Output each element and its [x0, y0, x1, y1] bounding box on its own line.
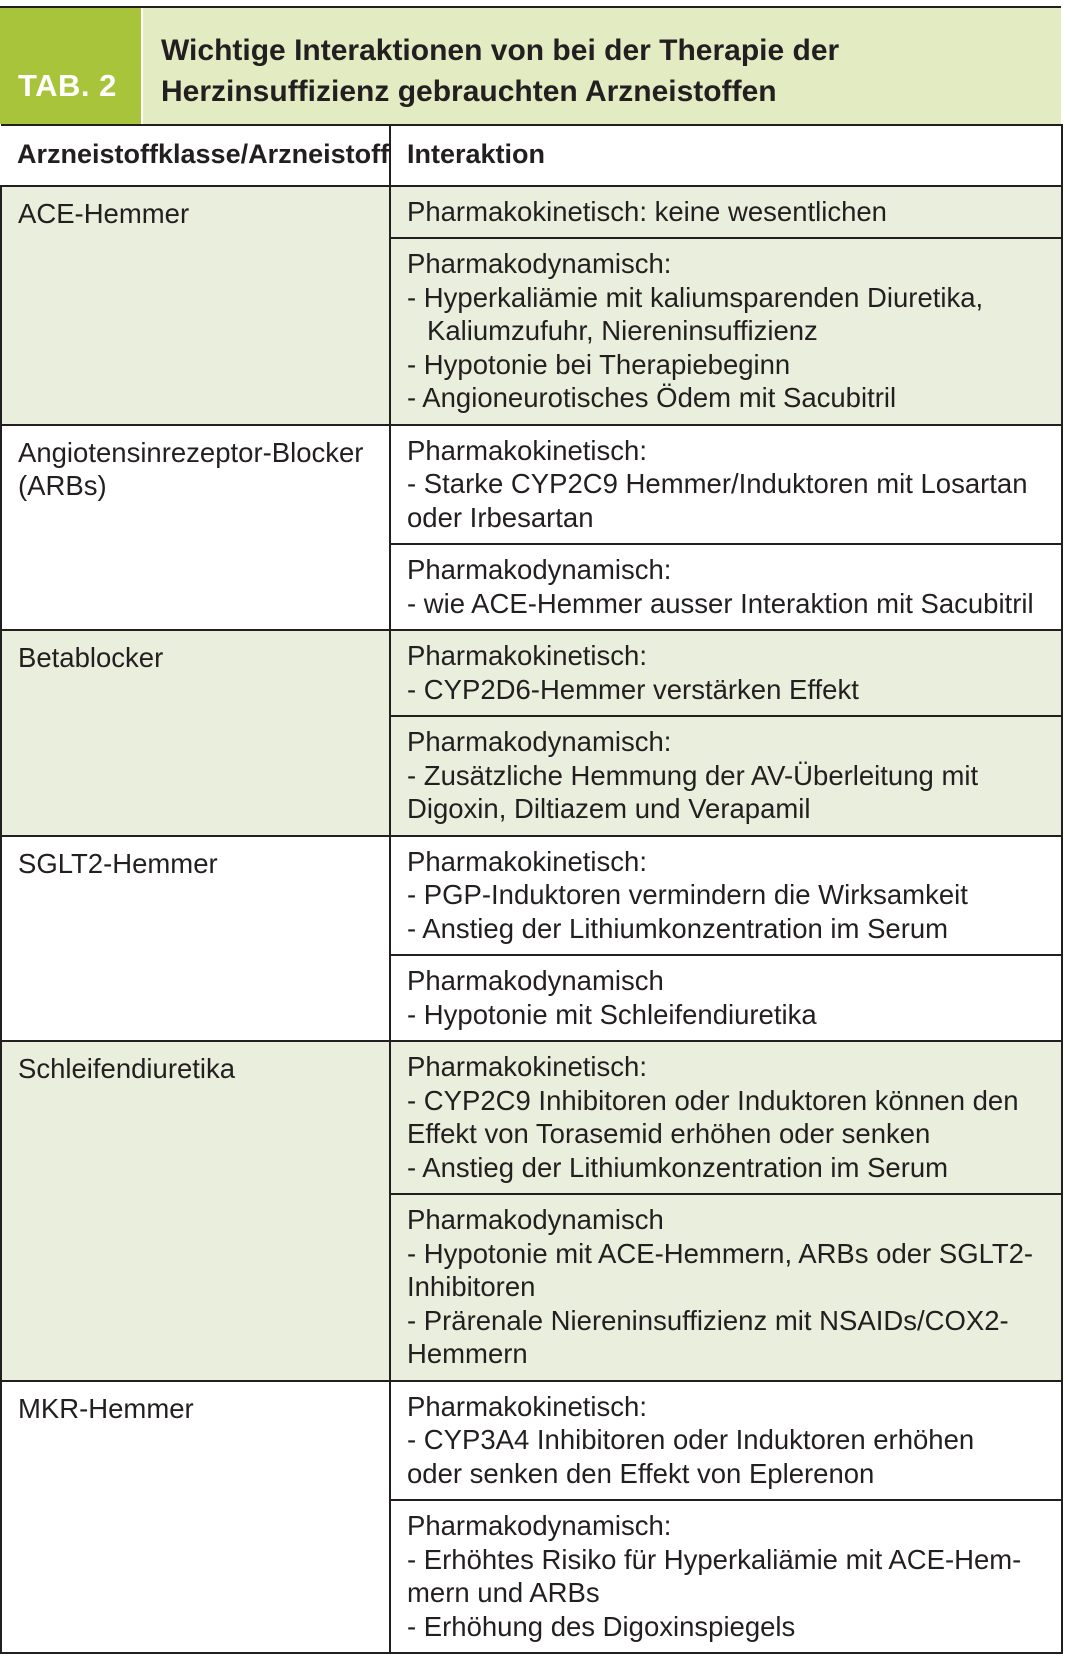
table-body	[1, 186, 1062, 1654]
table-row	[1, 836, 1062, 956]
interactions-table	[0, 124, 1063, 1654]
interaction-line: mern und ARBs	[407, 1577, 600, 1608]
interaction-line: - Hypotonie bei Therapiebeginn	[407, 348, 791, 380]
interaction-line: Pharmakodynamisch:	[407, 1510, 672, 1541]
drug-name-line: Betablocker	[18, 642, 164, 673]
column-header-interaction: Interaktion	[390, 125, 1062, 186]
interaction-line: - PGP-Induktoren vermindern die Wirksamkeit	[407, 879, 968, 910]
interaction-line: - CYP2D6-Hemmer verstärken Effekt	[407, 673, 859, 705]
drug-name-line: Angiotensinrezeptor-Blocker	[18, 436, 364, 468]
interaction-cell	[390, 1041, 1062, 1194]
column-header-drug: Arzneistoffklasse/Arzneistoff	[1, 125, 390, 186]
interaction-line: - Prärenale Niereninsuffizienz mit NSAIDs/COX2-	[407, 1304, 1009, 1336]
drug-name-line: MKR-Hemmer	[18, 1392, 194, 1424]
interaction-cell	[390, 1381, 1062, 1501]
interaction-line: Pharmakokinetisch:	[407, 640, 647, 671]
interaction-cell	[390, 630, 1062, 716]
interaction-line: - Erhöhung des Digoxinspiegels	[407, 1610, 796, 1642]
interaction-line: Pharmakodynamisch:	[407, 726, 672, 757]
table-row	[1, 1041, 1062, 1194]
drug-name-line: ACE-Hemmer	[18, 197, 190, 229]
interaction-line: Pharmakodynamisch	[407, 965, 664, 996]
table-row	[1, 425, 1062, 545]
drug-class-cell	[1, 186, 390, 425]
interaction-cell	[390, 544, 1062, 630]
drug-class-cell	[1, 836, 390, 1042]
interaction-line: - Hyperkaliämie mit kaliumsparenden Diuretika,	[407, 281, 984, 313]
drug-class-cell	[1, 1381, 390, 1654]
interaction-cell	[390, 836, 1062, 956]
interaction-line: - Angioneurotisches Ödem mit Sacubitril	[407, 382, 897, 413]
interaction-line: Kaliumzufuhr, Niereninsuffizienz	[427, 315, 818, 346]
interaction-line: - Starke CYP2C9 Hemmer/Induktoren mit Losartan	[407, 468, 1028, 499]
interaction-line: - Anstieg der Lithiumkonzentration im Serum	[407, 912, 949, 944]
interaction-cell	[390, 186, 1062, 239]
interaction-cell	[390, 716, 1062, 836]
table-row	[1, 630, 1062, 716]
interaction-line: Pharmakodynamisch	[407, 1204, 664, 1235]
interaction-line: Inhibitoren	[407, 1271, 536, 1302]
interaction-line: - CYP3A4 Inhibitoren oder Induktoren erhöhen	[407, 1424, 975, 1455]
interaction-line: Digoxin, Diltiazem und Verapamil	[407, 793, 811, 824]
interaction-line: Pharmakodynamisch:	[407, 554, 672, 585]
drug-class-cell	[1, 630, 390, 836]
interaction-line: oder Irbesartan	[407, 501, 594, 533]
table-title-line: Wichtige Interaktionen von bei der Therapie der	[161, 34, 840, 67]
drug-class-cell	[1, 425, 390, 631]
interaction-line: Pharmakokinetisch:	[407, 1051, 647, 1082]
interaction-cell	[390, 1500, 1062, 1653]
interaction-line: oder senken den Effekt von Eplerenon	[407, 1457, 875, 1489]
table-title	[141, 8, 1061, 124]
tab-number-label: TAB. 2	[0, 8, 141, 124]
interaction-cell	[390, 955, 1062, 1041]
table-row	[1, 1381, 1062, 1501]
interaction-line: - Erhöhtes Risiko für Hyperkaliämie mit ACE-Hem-	[407, 1543, 1022, 1575]
interaction-line: - CYP2C9 Inhibitoren oder Induktoren können den	[407, 1084, 1019, 1116]
drug-name-line: SGLT2-Hemmer	[18, 847, 218, 879]
drug-class-cell	[1, 1041, 390, 1381]
interaction-cell	[390, 238, 1062, 425]
interaction-line: - Zusätzliche Hemmung der AV-Überleitung mit	[407, 759, 979, 791]
interaction-line: Pharmakokinetisch:	[407, 1390, 647, 1422]
table-header-banner	[0, 6, 1061, 124]
drug-name-line: Schleifendiuretika	[18, 1053, 236, 1084]
interaction-line: Pharmakodynamisch:	[407, 248, 672, 279]
drug-name-line: (ARBs)	[18, 470, 107, 501]
interaction-cell	[390, 425, 1062, 545]
interaction-line: - Hypotonie mit ACE-Hemmern, ARBs oder SGLT2-	[407, 1237, 1034, 1269]
column-header-row	[1, 125, 1062, 186]
interaction-line: Effekt von Torasemid erhöhen oder senken	[407, 1118, 931, 1149]
interaction-line: - Anstieg der Lithiumkonzentration im Serum	[407, 1151, 949, 1183]
table-row	[1, 186, 1062, 239]
interaction-cell	[390, 1194, 1062, 1381]
table-title-line: Herzinsuffizienz gebrauchten Arzneistoffen	[161, 75, 777, 108]
interaction-line: - Hypotonie mit Schleifendiuretika	[407, 998, 817, 1030]
interaction-line: Pharmakokinetisch:	[407, 434, 647, 466]
interaction-line: Pharmakokinetisch:	[407, 845, 647, 877]
interaction-line: Pharmakokinetisch: keine wesentlichen	[407, 195, 887, 227]
interaction-line: - wie ACE-Hemmer ausser Interaktion mit Sacubitril	[407, 587, 1034, 619]
interaction-line: Hemmern	[407, 1338, 528, 1369]
